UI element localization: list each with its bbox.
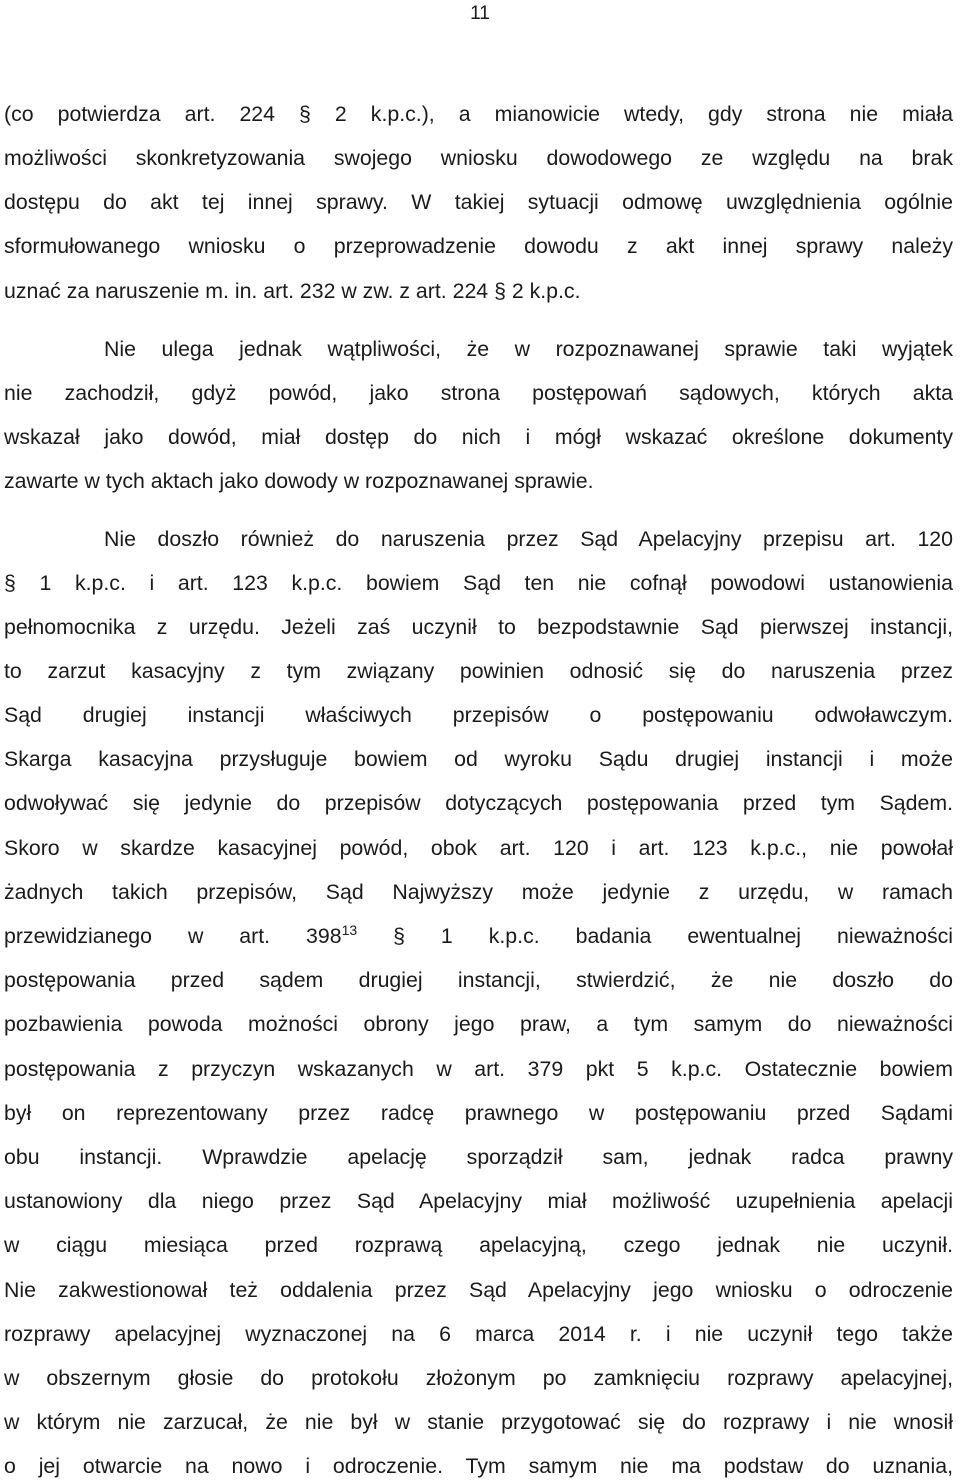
text-segment: w którym nie zarzucał, że nie był w stanie przygotować się do rozprawy i nie wnosił [4,1410,953,1434]
text-line [4,1452,953,1480]
text-line [4,1408,953,1436]
text-line [4,1010,953,1038]
text-line [4,789,953,817]
text-line [4,232,953,260]
text-segment: o jej otwarcie na nowo i odroczenie. Tym samym nie ma podstaw do uznania, [4,1454,953,1478]
text-line [4,467,953,495]
text-line [4,1143,953,1171]
text-segment: uznać za naruszenie m. in. art. 232 w zw. z art. 224 § 2 k.p.c. [4,279,581,303]
text-line [4,834,953,862]
text-segment: § 1 k.p.c. badania ewentualnej nieważności [357,924,954,948]
text-line [4,1364,953,1392]
text-segment: przewidzianego w art. 398 [4,924,342,948]
text-segment: Nie doszło również do naruszenia przez Sąd Apelacyjny przepisu art. 120 [104,527,953,551]
text-segment: Skoro w skardze kasacyjnej powód, obok art. 120 i art. 123 k.p.c., nie powołał [4,836,953,860]
text-line [4,1320,953,1348]
text-line [4,745,953,773]
text-segment: rozprawy apelacyjnej wyznaczonej na 6 marca 2014 r. i nie uczynił tego także [4,1322,953,1346]
text-line [4,657,953,685]
text-segment: Sąd drugiej instancji właściwych przepisów o postępowaniu odwoławczym. [4,703,953,727]
text-line [4,613,953,641]
text-line [4,1099,953,1127]
text-line [4,277,953,305]
superscript: 13 [341,921,358,938]
text-line [4,1231,953,1259]
text-segment: Skarga kasacyjna przysługuje bowiem od wyroku Sądu drugiej instancji i może [4,747,953,771]
text-segment: możliwości skonkretyzowania swojego wniosku dowodowego ze względu na brak [4,146,953,170]
text-line [4,569,953,597]
text-segment: dostępu do akt tej innej sprawy. W takiej sytuacji odmowę uwzględnienia ogólnie [4,190,953,214]
text-segment: żadnych takich przepisów, Sąd Najwyższy może jedynie z urzędu, w ramach [4,880,953,904]
text-line [4,922,953,950]
text-segment: ustanowiony dla niego przez Sąd Apelacyjny miał możliwość uzupełnienia apelacji [4,1189,953,1213]
text-segment: postępowania z przyczyn wskazanych w art. 379 pkt 5 k.p.c. Ostatecznie bowiem [4,1057,953,1081]
text-segment: wskazał jako dowód, miał dostęp do nich i mógł wskazać określone dokumenty [4,425,953,449]
text-line [4,188,953,216]
text-segment: pozbawienia powoda możności obrony jego praw, a tym samym do nieważności [4,1012,953,1036]
text-line [4,966,953,994]
text-segment: był on reprezentowany przez radcę prawnego w postępowaniu przed Sądami [4,1101,953,1125]
text-segment: pełnomocnika z urzędu. Jeżeli zaś uczynił to bezpodstawnie Sąd pierwszej instancji, [4,615,953,639]
text-segment: obu instancji. Wprawdzie apelację sporządził sam, jednak radca prawny [4,1145,953,1169]
page-number: 11 [470,3,490,24]
text-segment: zawarte w tych aktach jako dowody w rozpoznawanej sprawie. [4,469,594,493]
text-line [104,335,953,363]
text-segment: Nie ulega jednak wątpliwości, że w rozpoznawanej sprawie taki wyjątek [104,337,953,361]
text-segment: w ciągu miesiąca przed rozprawą apelacyjną, czego jednak nie uczynił. [4,1233,953,1257]
text-line [4,878,953,906]
text-segment: w obszernym głosie do protokołu złożonym po zamknięciu rozprawy apelacyjnej, [4,1366,953,1390]
text-segment: nie zachodził, gdyż powód, jako strona postępowań sądowych, których akta [4,381,953,405]
text-line [4,1276,953,1304]
text-line [4,144,953,172]
text-segment: (co potwierdza art. 224 § 2 k.p.c.), a mianowicie wtedy, gdy strona nie miała [4,102,953,126]
text-segment: postępowania przed sądem drugiej instancji, stwierdzić, że nie doszło do [4,968,953,992]
text-segment: § 1 k.p.c. i art. 123 k.p.c. bowiem Sąd ten nie cofnął powodowi ustanowienia [4,571,953,595]
text-line [4,423,953,451]
text-segment: odwoływać się jedynie do przepisów dotyczących postępowania przed tym Sądem. [4,791,953,815]
text-segment: to zarzut kasacyjny z tym związany powinien odnosić się do naruszenia przez [4,659,953,683]
text-line [4,701,953,729]
text-line [4,1187,953,1215]
text-line [4,379,953,407]
text-line [104,525,953,553]
text-line [4,1055,953,1083]
text-segment: Nie zakwestionował też oddalenia przez Sąd Apelacyjny jego wniosku o odroczenie [4,1278,953,1302]
text-line [4,100,953,128]
text-segment: sformułowanego wniosku o przeprowadzenie dowodu z akt innej sprawy należy [4,234,953,258]
